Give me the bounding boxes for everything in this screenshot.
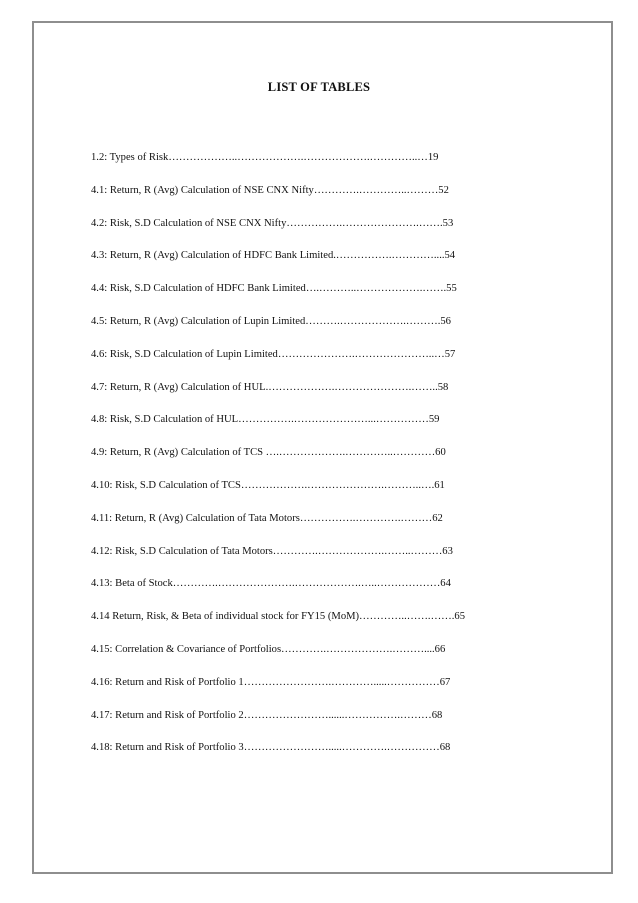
toc-entry: 4.14 Return, Risk, & Beta of individual stock for FY15 (MoM)…………..…….…….65	[91, 611, 465, 623]
toc-entry: 4.10: Risk, S.D Calculation of TCS……………….………………….………..….61	[91, 479, 445, 491]
toc-entry: 4.4: Risk, S.D Calculation of HDFC Bank Limited….………..……………….…….55	[91, 283, 457, 295]
toc-entry: 4.5: Return, R (Avg) Calculation of Lupin Limited……….……………….……….56	[91, 315, 451, 327]
toc-entry: 4.7: Return, R (Avg) Calculation of HUL.……………….………………….……..58	[91, 381, 449, 393]
toc-entry: 4.8: Risk, S.D Calculation of HUL…………….…………………...……………59	[91, 414, 440, 426]
toc-entry: 4.18: Return and Risk of Portfolio 3…………………….....………….……………68	[91, 742, 451, 754]
toc-entry: 4.9: Return, R (Avg) Calculation of TCS ….……………….…………..…………60	[91, 447, 446, 459]
table-of-contents	[91, 142, 561, 765]
toc-entry: 4.12: Risk, S.D Calculation of Tata Motors………….……………….……..………63	[91, 545, 453, 557]
toc-entry: 4.17: Return and Risk of Portfolio 2……………………......…………….………68	[91, 709, 443, 721]
toc-entry: 4.13: Beta of Stock………….………………….……………….…..………………64	[91, 578, 451, 590]
toc-entry: 4.6: Risk, S.D Calculation of Lupin Limited………………….…………………..…57	[91, 348, 456, 360]
toc-entry: 4.11: Return, R (Avg) Calculation of Tata Motors…………….………….………62	[91, 512, 443, 524]
toc-entry: 4.3: Return, R (Avg) Calculation of HDFC Bank Limited.…………….…………....54	[91, 250, 456, 262]
toc-entry: 4.16: Return and Risk of Portfolio 1…………………….………….....……………67	[91, 676, 451, 688]
toc-entry: 4.2: Risk, S.D Calculation of NSE CNX Nifty…………….………………….…….53	[91, 217, 454, 229]
toc-entry: 1.2: Types of Risk………………..……………….……………….…………..…19	[91, 152, 439, 163]
toc-entry: 4.1: Return, R (Avg) Calculation of NSE CNX Nifty………….…………..………52	[91, 184, 449, 196]
page-title: LIST OF TABLES	[267, 80, 371, 94]
toc-entry: 4.15: Correlation & Covariance of Portfolios………….……………….………....66	[91, 643, 446, 655]
